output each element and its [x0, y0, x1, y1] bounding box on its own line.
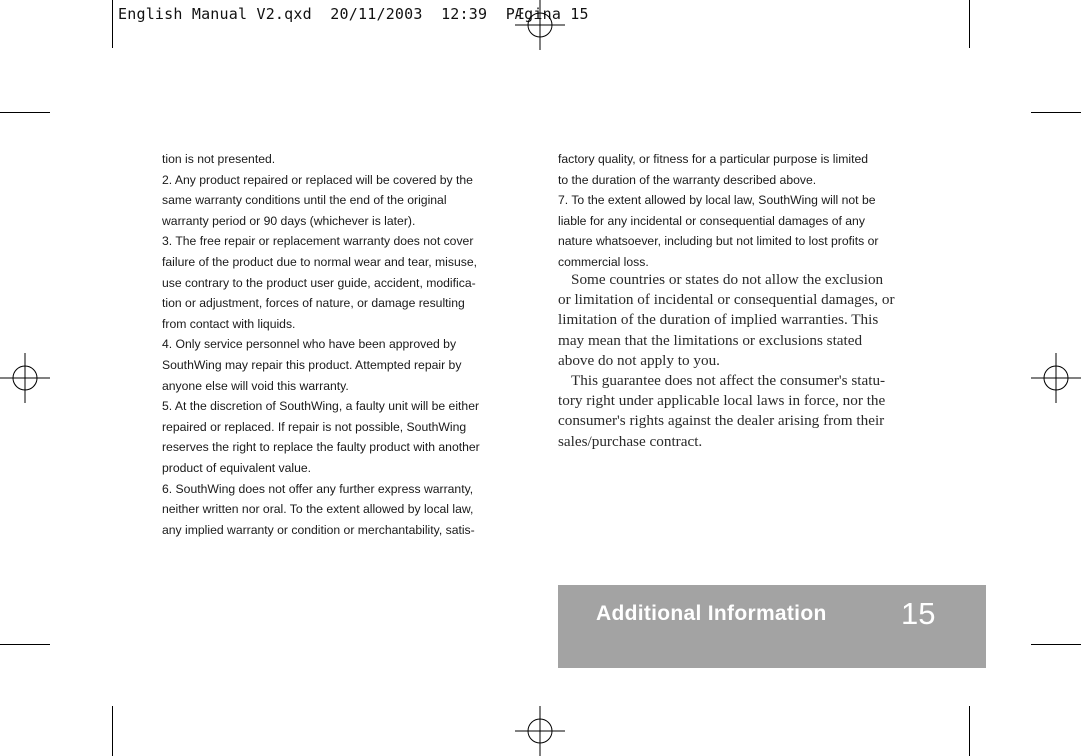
paragraph-line: tory right under applicable local laws in force, nor the — [558, 392, 886, 410]
body-text-line: from contact with liquids. — [162, 316, 296, 331]
body-text-line: nature whatsoever, including but not limited to lost profits or — [558, 234, 879, 249]
body-text-line: to the duration of the warranty described above. — [558, 172, 817, 187]
body-text-line: tion is not presented. — [162, 152, 276, 166]
page-number: 15 — [901, 596, 936, 631]
crop-mark-bottom-right-vertical — [969, 706, 970, 756]
body-text-line: 7. To the extent allowed by local law, SouthWing will not be — [558, 193, 876, 208]
warranty-terms-left-column — [162, 149, 522, 540]
body-text-line: liable for any incidental or consequential damages of any — [558, 213, 865, 228]
body-text-line: 4. Only service personnel who have been approved by — [162, 337, 457, 352]
registration-mark-top-icon — [515, 0, 565, 50]
paragraph-line: may mean that the limitations or exclusions stated — [558, 331, 863, 349]
crop-mark-top-left-vertical — [112, 0, 113, 48]
crop-mark-top-right-vertical — [969, 0, 970, 48]
warranty-terms-right-column — [558, 149, 926, 273]
legal-notice-paragraphs — [558, 270, 928, 452]
body-text-line: product of equivalent value. — [162, 460, 312, 475]
body-text-line: warranty period or 90 days (whichever is later). — [162, 213, 416, 228]
body-text-line: use contrary to the product user guide, accident, modifica- — [162, 275, 476, 290]
body-text-line: factory quality, or fitness for a particular purpose is limited — [558, 152, 869, 166]
crop-mark-top-right-horizontal — [1031, 112, 1081, 113]
paragraph-line: above do not apply to you. — [558, 351, 720, 369]
body-text-line: reserves the right to replace the faulty product with another — [162, 440, 480, 455]
paragraph-line: sales/purchase contract. — [558, 432, 703, 450]
body-text-line: failure of the product due to normal wear and tear, misuse, — [162, 254, 478, 269]
body-text-line: tion or adjustment, forces of nature, or damage resulting — [162, 296, 465, 311]
crop-mark-bottom-left-vertical — [112, 706, 113, 756]
registration-mark-right-icon — [1031, 353, 1081, 403]
body-text-line: 2. Any product repaired or replaced will be covered by the — [162, 172, 473, 187]
paragraph-line: Some countries or states do not allow the exclusion — [571, 271, 884, 288]
body-text-line: 3. The free repair or replacement warranty does not cover — [162, 234, 474, 249]
body-text-line: commercial loss. — [558, 254, 649, 269]
body-text-line: neither written nor oral. To the extent allowed by local law, — [162, 502, 474, 517]
paragraph-line: consumer's rights against the dealer arising from their — [558, 412, 885, 430]
body-text-line: repaired or replaced. If repair is not possible, SouthWing — [162, 419, 467, 434]
crop-mark-bottom-right-horizontal — [1031, 644, 1081, 645]
registration-mark-bottom-icon — [515, 706, 565, 756]
body-text-line: 5. At the discretion of SouthWing, a faulty unit will be either — [162, 399, 480, 414]
paragraph-line: This guarantee does not affect the consumer's statu- — [571, 372, 886, 390]
registration-mark-left-icon — [0, 353, 50, 403]
body-text-line: SouthWing may repair this product. Attempted repair by — [162, 357, 462, 372]
body-text-line: anyone else will void this warranty. — [162, 378, 349, 393]
paragraph-line: limitation of the duration of implied warranties. This — [558, 311, 879, 329]
crop-mark-bottom-left-horizontal — [0, 644, 50, 645]
file-slug-header: English Manual V2.qxd 20/11/2003 12:39 PÆgina 15 — [118, 5, 589, 23]
body-text-line: 6. SouthWing does not offer any further express warranty, — [162, 481, 474, 496]
section-title: Additional Information — [596, 602, 827, 625]
body-text-line: any implied warranty or condition or merchantability, satis- — [162, 522, 475, 537]
section-footer-banner — [558, 585, 986, 668]
body-text-line: same warranty conditions until the end of the original — [162, 193, 447, 208]
crop-mark-top-left-horizontal — [0, 112, 50, 113]
paragraph-line: or limitation of incidental or consequential damages, or — [558, 291, 895, 309]
